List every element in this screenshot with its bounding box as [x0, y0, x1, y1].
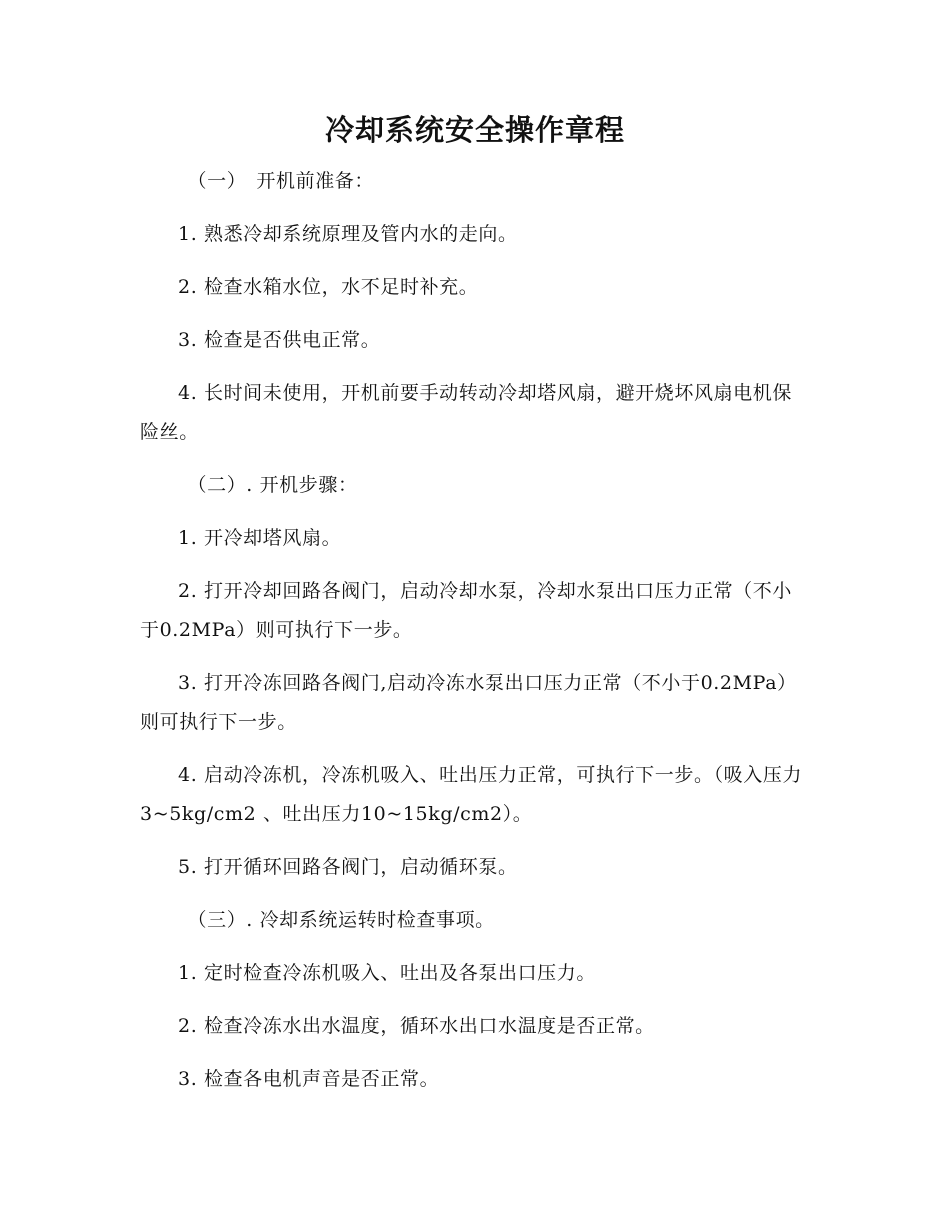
list-item: 4. 长时间未使用，开机前要手动转动冷却塔风扇，避开烧坏风扇电机保险丝。 [140, 382, 792, 443]
list-item: 2. 打开冷却回路各阀门，启动冷却水泵，冷却水泵出口压力正常（不小于0.2MPa）则可执行下一步。 [140, 580, 792, 641]
section-heading-2: （二）. 开机步骤： [187, 474, 358, 496]
list-item: 4. 启动冷冻机，冷冻机吸入、吐出压力正常，可执行下一步。（吸入压力3~5kg/cm2 、吐出压力10~15kg/cm2）。 [140, 764, 803, 825]
document-title: 冷却系统安全操作章程 [324, 113, 625, 147]
list-item: 1. 熟悉冷却系统原理及管内水的走向。 [178, 223, 518, 245]
section-heading-3: （三）. 冷却系统运转时检查事项。 [187, 909, 495, 931]
list-item: 3. 打开冷冻回路各阀门,启动冷冻水泵出口压力正常（不小于0.2MPa）则可执行下一步。 [140, 672, 797, 733]
document-body [140, 162, 810, 1113]
list-item: 5. 打开循环回路各阀门，启动循环泵。 [178, 856, 518, 878]
list-item: 2. 检查冷冻水出水温度，循环水出口水温度是否正常。 [178, 1015, 655, 1037]
list-item: 1. 定时检查冷冻机吸入、吐出及各泵出口压力。 [178, 962, 596, 984]
section-heading-1: （一） 开机前准备： [187, 170, 375, 192]
list-item: 2. 检查水箱水位，水不足时补充。 [178, 276, 479, 298]
list-item: 3. 检查是否供电正常。 [178, 329, 381, 351]
list-item: 3. 检查各电机声音是否正常。 [178, 1068, 440, 1090]
list-item: 1. 开冷却塔风扇。 [178, 527, 342, 549]
